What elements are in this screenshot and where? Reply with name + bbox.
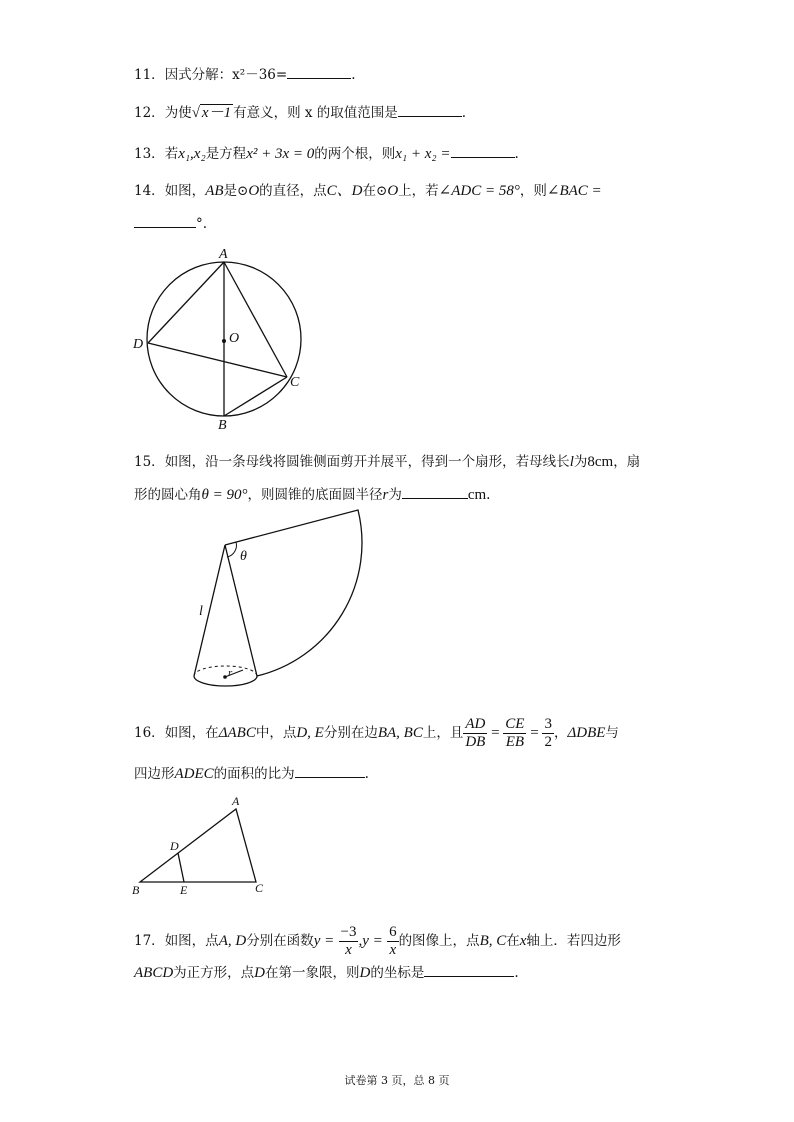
circle-figure (130, 244, 320, 434)
cone-figure (185, 505, 370, 695)
tri-label-d: D (170, 839, 179, 853)
segment-de (178, 853, 184, 882)
question-14-line2: °. (134, 213, 207, 234)
q11-number: 11． (134, 67, 165, 83)
tri-label-c: C (255, 881, 264, 895)
question-14: 14．如图，AB是⊙O的直径，点C、D在⊙O上，若∠ADC = 58°，则∠BAC = (134, 183, 602, 199)
q12-answer-blank[interactable] (398, 102, 462, 117)
label-r: r (228, 667, 233, 679)
q13-equation: x² + 3x = 0 (246, 146, 315, 162)
label-c: C (290, 375, 300, 390)
base-back (194, 666, 257, 676)
q12-radicand: x－1 (201, 105, 232, 121)
label-b: B (218, 418, 227, 433)
q15-answer-blank[interactable] (402, 484, 468, 499)
q15-length: 8cm (587, 454, 614, 470)
q13-vars: x₁,x₂ (178, 146, 206, 162)
segment-dc (148, 343, 287, 377)
fraction-ce-eb: $\frac{CE}{EB}$ (505, 716, 525, 750)
q14-angle-asked: ∠BAC = (546, 183, 602, 199)
segment-ad (148, 262, 224, 343)
tri-label-b: B (132, 883, 140, 897)
fraction-3-2: $\frac{3}{2}$ (544, 716, 552, 750)
sector-arc (225, 510, 362, 676)
label-o: O (229, 331, 240, 346)
question-15: 15．如图，沿一条母线将圆锥侧面剪开并展平，得到一个扇形，若母线长l为8cm，扇 (134, 454, 641, 470)
base-center (223, 675, 227, 679)
q16-answer-blank[interactable] (295, 763, 365, 778)
q15-theta: θ = 90° (201, 487, 248, 503)
q13-answer-blank[interactable] (451, 143, 515, 158)
cone-right-slant (225, 545, 257, 676)
label-l: l (199, 604, 203, 619)
question-16-line2: 四边形ADEC的面积的比为 . (134, 763, 369, 784)
label-theta: θ (240, 549, 247, 564)
question-11: 11．因式分解：x²－36= . (134, 64, 356, 85)
q13-sum: x₁ + x₂ = (395, 146, 451, 162)
q11-text: 因式分解：x²－36= (164, 67, 288, 83)
tri-label-e: E (180, 883, 188, 897)
question-17-line2: ABCD为正方形，点D在第一象限，则D的坐标是 . (134, 962, 519, 983)
q14-angle-given: ∠ADC = 58° (438, 183, 520, 199)
label-a: A (219, 247, 228, 262)
fraction-neg3-x: $\frac{-3}{x}$ (340, 924, 357, 958)
center-dot (222, 339, 226, 343)
q11-answer-blank[interactable] (287, 64, 351, 79)
label-d: D (133, 337, 144, 352)
q17-answer-blank[interactable] (424, 962, 514, 977)
page-footer: 试卷第 3 页，总 8 页 (344, 1074, 450, 1087)
triangle-abc (140, 809, 256, 882)
segment-ac (224, 262, 287, 377)
question-15-line2: 形的圆心角θ = 90°，则圆锥的底面圆半径r为 cm. (134, 484, 490, 505)
question-13: 13．若x₁,x₂是方程x² + 3x = 0的两个根，则x₁ + x₂ = . (134, 143, 519, 164)
question-16: 16．如图，在ΔABC中，点D, E分别在边BA, BC上，且 $\frac{AD}{DB}$ = $\frac{CE}{EB}$ = $\frac{3}{2}$ ，ΔDBE与 (134, 716, 619, 750)
fraction-ad-db: $\frac{AD}{DB}$ (465, 716, 486, 750)
question-17: 17．如图，点A, D分别在函数y = $\frac{-3}{x}$ ,y = $\frac{6}{x}$ 的图像上，点B, C在x轴上．若四边形 (134, 924, 621, 958)
question-12: 12．为使√ x－1 有意义，则 x 的取值范围是 . (134, 102, 466, 123)
triangle-figure (128, 792, 278, 902)
fraction-6-x: $\frac{6}{x}$ (389, 924, 397, 958)
q14-answer-blank[interactable] (134, 213, 196, 228)
segment-bc (224, 377, 287, 416)
tri-label-a: A (232, 794, 240, 808)
